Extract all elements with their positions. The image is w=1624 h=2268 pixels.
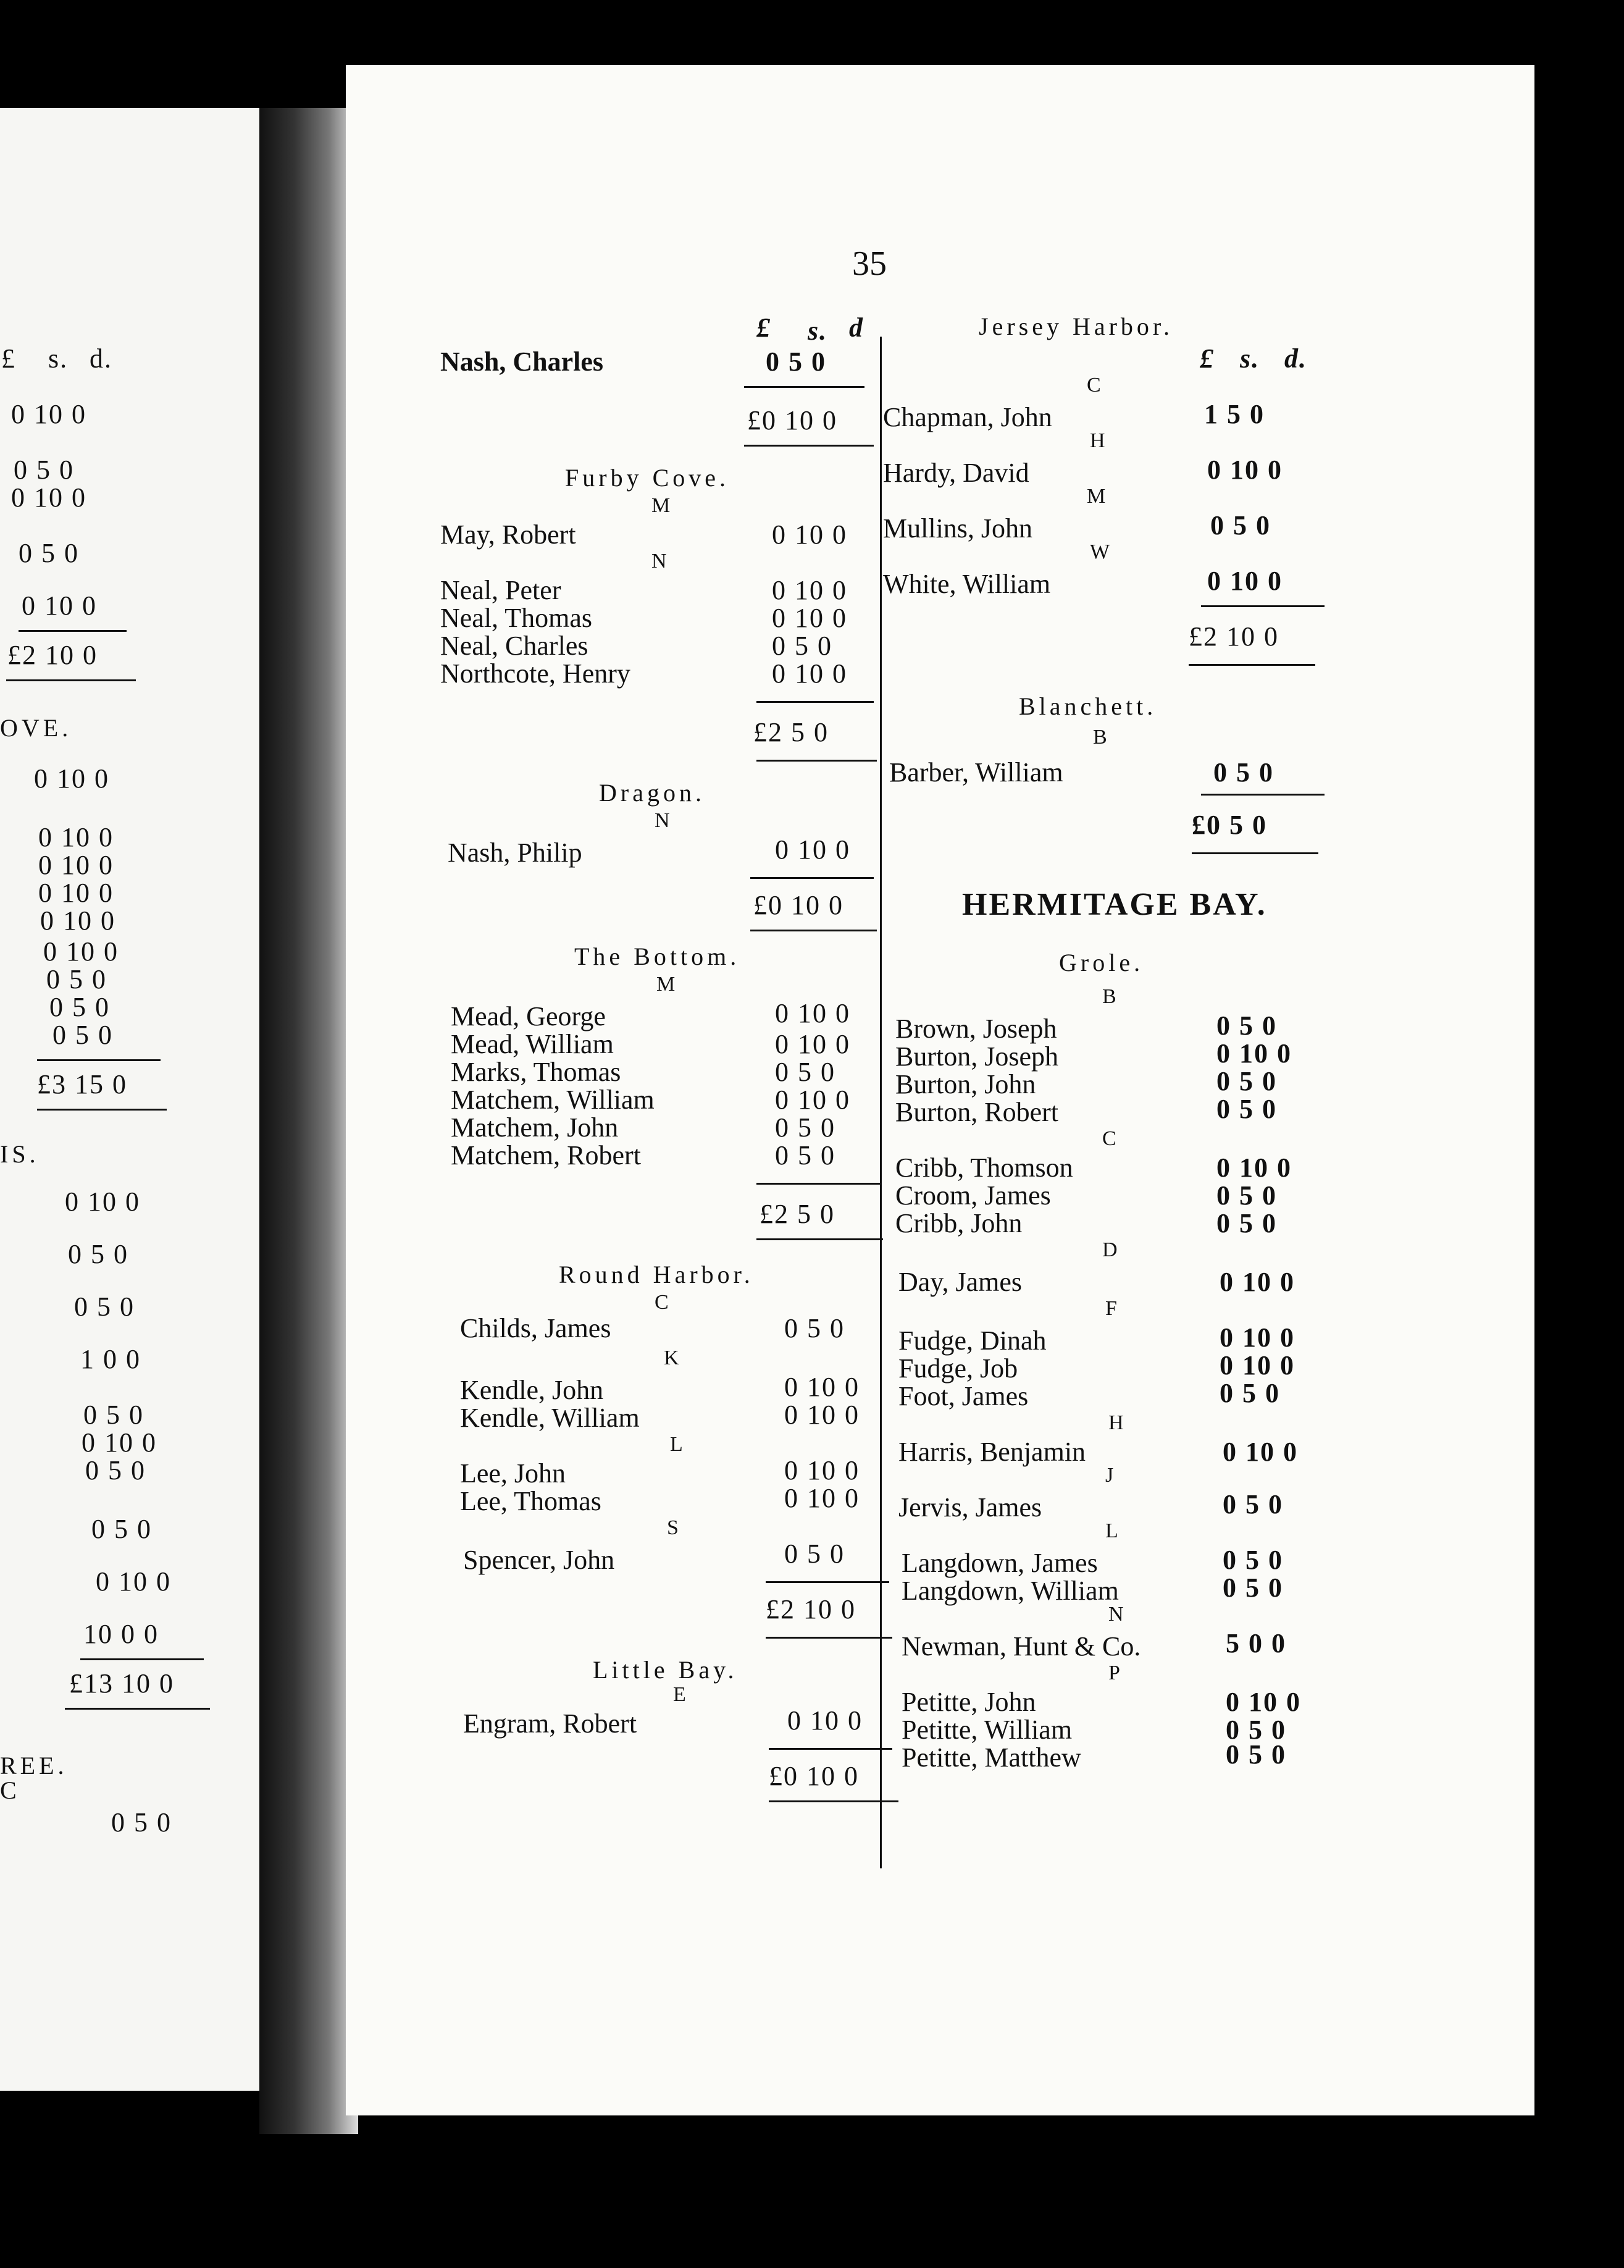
- entry-name: Jervis, James: [898, 1492, 1042, 1522]
- col-head-pound: £: [1, 343, 16, 374]
- entry-name: Neal, Charles: [440, 631, 588, 661]
- entry-amount: 0 10 0: [775, 998, 850, 1028]
- entry-amount: 0 10 0: [1226, 1687, 1301, 1717]
- entry-name: Chapman, John: [883, 402, 1052, 432]
- page-number: 35: [852, 245, 887, 283]
- col-head-pence: d.: [90, 343, 112, 374]
- index-letter: W: [1090, 540, 1110, 563]
- index-letter: D: [1102, 1238, 1118, 1261]
- entry-name: Spencer, John: [463, 1545, 615, 1575]
- left-amount: 0 5 0: [49, 992, 110, 1022]
- section-title: Blanchett.: [1019, 692, 1157, 720]
- entry-amount: 0 5 0: [772, 631, 832, 661]
- entry-name: Croom, James: [895, 1180, 1051, 1211]
- index-letter: K: [664, 1346, 679, 1369]
- entry-name: Lee, Thomas: [460, 1486, 601, 1516]
- entry-amount: 0 5 0: [775, 1140, 835, 1170]
- entry-name: Mead, William: [451, 1029, 614, 1059]
- entry-amount: 0 10 0: [1220, 1322, 1295, 1353]
- entry-name: Mead, George: [451, 1001, 606, 1031]
- left-amount: 0 10 0: [38, 878, 114, 908]
- entry-name: Harris, Benjamin: [898, 1437, 1086, 1467]
- index-letter: S: [667, 1516, 679, 1539]
- entry-amount: 0 10 0: [772, 603, 847, 633]
- index-letter: J: [1105, 1464, 1114, 1487]
- left-fragment-text: C: [0, 1776, 20, 1804]
- index-letter: C: [1087, 374, 1101, 397]
- column-divider: [880, 337, 882, 1868]
- entry-name: Marks, Thomas: [451, 1057, 621, 1087]
- entry-amount: 0 10 0: [1207, 455, 1283, 485]
- section-total: £2 10 0: [1189, 621, 1279, 652]
- entry-name: Kendle, John: [460, 1375, 604, 1405]
- entry-amount: 0 10 0: [772, 658, 847, 689]
- entry-amount: 0 10 0: [784, 1372, 860, 1402]
- left-amount: 0 5 0: [91, 1514, 152, 1544]
- entry-amount: 0 5 0: [766, 346, 826, 377]
- entry-amount: 0 10 0: [1220, 1350, 1295, 1380]
- entry-name: Newman, Hunt & Co.: [902, 1631, 1141, 1661]
- section-total: £2 5 0: [753, 717, 829, 747]
- entry-name: Matchem, William: [451, 1085, 655, 1115]
- left-amount: 0 10 0: [82, 1427, 157, 1458]
- index-letter: L: [1105, 1519, 1118, 1542]
- left-total: £2 10 0: [7, 640, 98, 670]
- left-amount: 0 10 0: [40, 905, 115, 936]
- entry-amount: 0 10 0: [775, 1029, 850, 1059]
- entry-name: Northcote, Henry: [440, 658, 630, 689]
- entry-name: Petitte, John: [902, 1687, 1036, 1717]
- index-letter: P: [1108, 1661, 1120, 1684]
- index-letter: N: [1108, 1603, 1124, 1626]
- entry-amount: 5 0 0: [1226, 1628, 1286, 1658]
- entry-name: Brown, Joseph: [895, 1014, 1057, 1044]
- left-amount: 0 10 0: [22, 590, 97, 621]
- col-head-shilling: s.: [48, 343, 69, 374]
- entry-amount: 0 5 0: [1216, 1010, 1277, 1041]
- section-total: £0 10 0: [753, 890, 843, 920]
- left-amount: 0 5 0: [111, 1807, 172, 1838]
- entry-name: May, Robert: [440, 519, 576, 550]
- entry-name: Burton, Joseph: [895, 1041, 1058, 1072]
- entry-name: Day, James: [898, 1267, 1022, 1297]
- entry-name: Burton, Robert: [895, 1097, 1058, 1127]
- left-amount: 0 10 0: [11, 399, 86, 429]
- entry-amount: 0 10 0: [784, 1400, 860, 1430]
- entry-amount: 0 10 0: [784, 1483, 860, 1513]
- index-letter: B: [1102, 985, 1116, 1008]
- left-amount: 0 5 0: [85, 1455, 146, 1485]
- section-total: £2 10 0: [766, 1594, 856, 1624]
- entry-amount: 0 10 0: [772, 519, 847, 550]
- index-letter: F: [1105, 1297, 1117, 1320]
- left-amount: 0 10 0: [65, 1186, 140, 1217]
- section-title: Little Bay.: [593, 1656, 738, 1684]
- index-letter: B: [1093, 726, 1107, 749]
- entry-amount: 0 5 0: [775, 1112, 835, 1143]
- entry-name: Fudge, Job: [898, 1353, 1018, 1384]
- entry-name: Petitte, William: [902, 1715, 1073, 1745]
- entry-name: Childs, James: [460, 1313, 611, 1343]
- section-total: £0 10 0: [769, 1761, 859, 1791]
- section-title: Round Harbor.: [559, 1261, 754, 1288]
- index-letter: C: [655, 1291, 669, 1314]
- left-fragment-text: IS.: [0, 1140, 40, 1168]
- entry-amount: 0 5 0: [1216, 1066, 1277, 1096]
- entry-name: Hardy, David: [883, 458, 1029, 488]
- index-letter: N: [655, 809, 670, 832]
- section-title: Dragon.: [599, 779, 705, 807]
- entry-amount: 0 5 0: [1216, 1094, 1277, 1124]
- left-amount: 0 5 0: [46, 964, 107, 994]
- entry-name: Burton, John: [895, 1069, 1036, 1099]
- entry-amount: 0 5 0: [784, 1539, 845, 1569]
- left-amount: 0 10 0: [34, 763, 109, 794]
- previous-page-fragment: [0, 108, 262, 2091]
- entry-amount: 0 5 0: [784, 1313, 845, 1343]
- entry-name: Matchem, John: [451, 1112, 619, 1143]
- entry-name: Cribb, John: [895, 1208, 1023, 1238]
- col-head-pence: d: [849, 313, 864, 343]
- left-amount: 0 5 0: [19, 538, 79, 568]
- entry-amount: 0 5 0: [1216, 1208, 1277, 1238]
- entry-name: Engram, Robert: [463, 1708, 637, 1739]
- entry-name: White, William: [883, 569, 1051, 599]
- section-title: Furby Cove.: [565, 464, 729, 492]
- entry-amount: 0 5 0: [775, 1057, 835, 1087]
- left-amount: 0 5 0: [14, 455, 74, 485]
- entry-amount: 0 10 0: [775, 834, 850, 865]
- left-amount: 0 10 0: [43, 936, 119, 967]
- left-amount: 1 0 0: [80, 1344, 141, 1374]
- entry-name: Barber, William: [889, 757, 1063, 788]
- entry-name: Matchem, Robert: [451, 1140, 641, 1170]
- col-head-shilling: s.: [1240, 343, 1260, 374]
- entry-name: Nash, Philip: [448, 838, 582, 868]
- index-letter: L: [670, 1433, 683, 1456]
- page-35: [346, 65, 1534, 2115]
- section-title: Grole.: [1059, 949, 1144, 976]
- entry-name: Nash, Charles: [440, 346, 604, 377]
- index-letter: N: [651, 550, 667, 573]
- left-fragment-text: OVE.: [0, 714, 72, 742]
- entry-name: Petitte, Matthew: [902, 1742, 1081, 1773]
- left-total: £13 10 0: [69, 1668, 174, 1699]
- section-total: £2 5 0: [760, 1199, 835, 1229]
- index-letter: M: [1087, 485, 1106, 508]
- index-letter: E: [673, 1683, 686, 1706]
- entry-amount: 0 10 0: [1223, 1437, 1298, 1467]
- col-head-shilling: s.: [808, 316, 828, 346]
- entry-amount: 0 10 0: [1216, 1038, 1292, 1069]
- left-fragment-text: REE.: [0, 1752, 68, 1779]
- col-head-pence: d.: [1284, 343, 1307, 374]
- entry-amount: 0 5 0: [1223, 1573, 1283, 1603]
- entry-name: Langdown, William: [902, 1576, 1119, 1606]
- entry-name: Mullins, John: [883, 513, 1033, 544]
- entry-amount: 1 5 0: [1204, 399, 1265, 429]
- index-letter: M: [651, 494, 671, 517]
- entry-amount: 0 5 0: [1226, 1739, 1286, 1770]
- index-letter: M: [656, 973, 676, 996]
- section-total: £0 10 0: [747, 405, 837, 435]
- entry-amount: 0 10 0: [1216, 1153, 1292, 1183]
- entry-name: Cribb, Thomson: [895, 1153, 1073, 1183]
- entry-amount: 0 5 0: [1216, 1180, 1277, 1211]
- index-letter: H: [1090, 429, 1105, 452]
- index-letter: C: [1102, 1127, 1116, 1150]
- entry-amount: 0 5 0: [1213, 757, 1274, 788]
- entry-amount: 0 10 0: [775, 1085, 850, 1115]
- entry-amount: 0 5 0: [1210, 510, 1271, 540]
- entry-amount: 0 10 0: [1220, 1267, 1295, 1297]
- left-amount: 0 10 0: [96, 1566, 171, 1597]
- col-head-pound: £: [756, 313, 771, 343]
- left-amount: 0 5 0: [52, 1020, 113, 1050]
- entry-amount: 0 5 0: [1226, 1715, 1286, 1745]
- book-gutter: [259, 108, 358, 2134]
- entry-amount: 0 10 0: [772, 575, 847, 605]
- entry-amount: 0 10 0: [1207, 566, 1283, 596]
- section-title: The Bottom.: [574, 943, 740, 970]
- entry-amount: 0 10 0: [787, 1705, 863, 1736]
- left-amount: 0 10 0: [38, 850, 114, 880]
- entry-name: Foot, James: [898, 1381, 1029, 1411]
- left-amount: 0 10 0: [11, 482, 86, 513]
- left-amount: 0 10 0: [38, 822, 114, 852]
- entry-name: Kendle, William: [460, 1403, 640, 1433]
- left-amount: 10 0 0: [83, 1619, 159, 1649]
- entry-amount: 0 5 0: [1220, 1378, 1280, 1408]
- left-amount: 0 5 0: [74, 1292, 135, 1322]
- entry-name: Neal, Thomas: [440, 603, 593, 633]
- left-amount: 0 5 0: [83, 1400, 144, 1430]
- entry-name: Lee, John: [460, 1458, 566, 1489]
- region-title: HERMITAGE BAY.: [962, 887, 1267, 922]
- entry-amount: 0 10 0: [784, 1455, 860, 1485]
- entry-amount: 0 5 0: [1223, 1545, 1283, 1575]
- section-total: £0 5 0: [1192, 810, 1267, 840]
- entry-amount: 0 5 0: [1223, 1489, 1283, 1519]
- entry-name: Langdown, James: [902, 1548, 1098, 1578]
- section-title: Jersey Harbor.: [979, 313, 1174, 340]
- index-letter: H: [1108, 1411, 1124, 1434]
- left-total: £3 15 0: [37, 1069, 127, 1099]
- col-head-pound: £: [1200, 343, 1215, 374]
- left-amount: 0 5 0: [68, 1239, 128, 1269]
- entry-name: Neal, Peter: [440, 575, 561, 605]
- entry-name: Fudge, Dinah: [898, 1325, 1047, 1356]
